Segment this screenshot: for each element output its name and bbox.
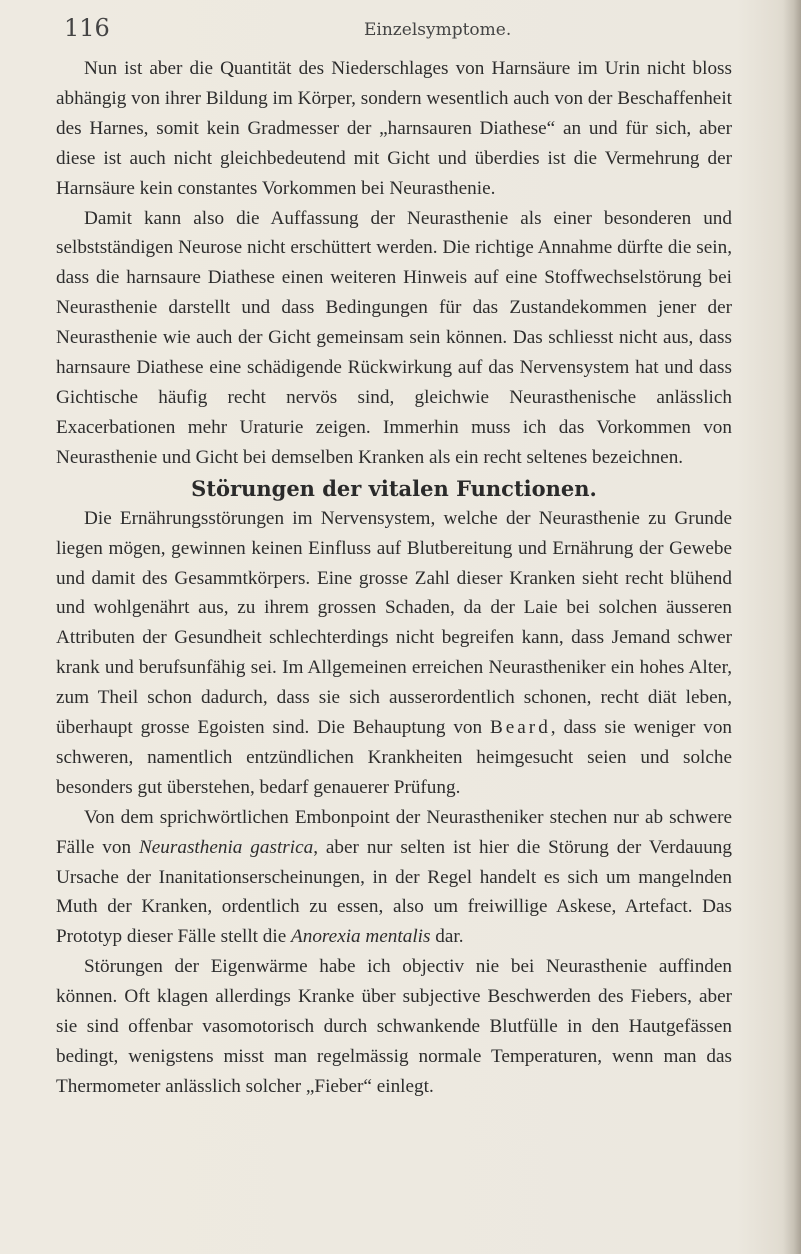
paragraph-4-text-c: dar. <box>430 926 464 948</box>
author-name: Beard <box>489 717 551 739</box>
page-body <box>56 54 732 1102</box>
term-anorexia-mentalis: Anorexia mentalis <box>291 926 431 948</box>
paragraph-3 <box>56 504 732 803</box>
paragraph-3-text-b: , dass sie weniger von schweren, namentlich entzündlichen Krankheiten heimgesucht seien und solche besonders gut überstehen, bedarf genauerer Prüfung. <box>56 717 733 798</box>
section-title: Störungen der vitalen Functionen. <box>191 475 597 501</box>
page-edge-shadow <box>783 0 801 1254</box>
paragraph-3-text-a: Die Ernährungsstörungen im Nervensystem, welche der Neurasthenie zu Grunde liegen mögen, gewinnen keinen Einfluss auf Blutbereitung und Ernährung der Gewebe und damit des Gesammtkörpers. Eine grosse Zahl dieser Kranken sieht recht blühend und wohlgenährt aus, zu ihrem grossen Schaden, da der Laie bei solchen äusseren Attributen der Gesundheit schlechterdings nicht begreifen kann, dass Jemand schwer krank und berufsunfähig sei. Im Allgemeinen erreichen Neurastheniker ein hohes Alter, zum Theil schon dadurch, dass sie sich ausserordentlich schonen, recht diät leben, überhaupt grosse Egoisten sind. Die Behauptung von <box>56 507 732 739</box>
paragraph-4-text-b: , aber nur selten ist hier die Störung der Verdauung Ursache der Inanitationserscheinungen, in der Regel handelt es sich um mangelnden Muth der Kranken, ordentlich zu essen, also um freiwillige Askese, Artefact. Das Prototyp dieser Fälle stellt die <box>56 836 732 948</box>
page-number: 116 <box>64 14 110 42</box>
paragraph-2: Damit kann also die Auffassung der Neurasthenie als einer besonderen und selbstständigen Neurose nicht erschüttert werden. Die richtige Annahme dürfte die sein, dass die harnsaure Diathese einen weiteren Hinweis auf eine Stoffwechselstörung bei Neurasthenie darstellt und dass Bedingungen für das Zustandekommen jener der Neurasthenie wie auch der Gicht gemeinsam sein können. Das schliesst nicht aus, dass harnsaure Diathese eine schädigende Rückwirkung auf das Nervensystem hat und dass Gichtische häufig recht nervös sind, gleichwie Neurasthenische anlässlich Exacerbationen mehr Uraturie zeigen. Immerhin muss ich das Vorkommen von Neurasthenie und Gicht bei demselben Kranken als ein recht seltenes bezeichnen. <box>56 207 732 468</box>
paragraph-4-text-a: Von dem sprichwörtlichen Embonpoint der Neurastheniker stechen nur ab schwere Fälle von <box>56 806 732 858</box>
paragraph-4 <box>56 803 732 953</box>
paragraph-1: Nun ist aber die Quantität des Niederschlages von Harnsäure im Urin nicht bloss abhängig von ihrer Bildung im Körper, sondern wesentlich auch von der Beschaffenheit des Harnes, somit kein Gradmesser der „harnsauren Diathese“ an und für sich, aber diese ist auch nicht gleichbedeutend mit Gicht und überdies ist die Vermehrung der Harnsäure kein constantes Vorkommen bei Neurasthenie. <box>56 58 732 199</box>
paragraph-5: Störungen der Eigenwärme habe ich objectiv nie bei Neurasthenie auffinden können. Oft klagen allerdings Kranke über subjective Beschwerden des Fiebers, aber sie sind offenbar vasomotorisch durch schwankende Blutfülle in den Hautgefässen bedingt, wenigstens misst man regelmässig normale Temperaturen, wenn man das Thermometer anlässlich solcher „Fieber“ einlegt. <box>56 956 732 1097</box>
page-header <box>64 8 744 48</box>
term-neurasthenia-gastrica: Neurasthenia gastrica <box>138 836 314 858</box>
running-head: Einzelsymptome. <box>364 20 512 40</box>
